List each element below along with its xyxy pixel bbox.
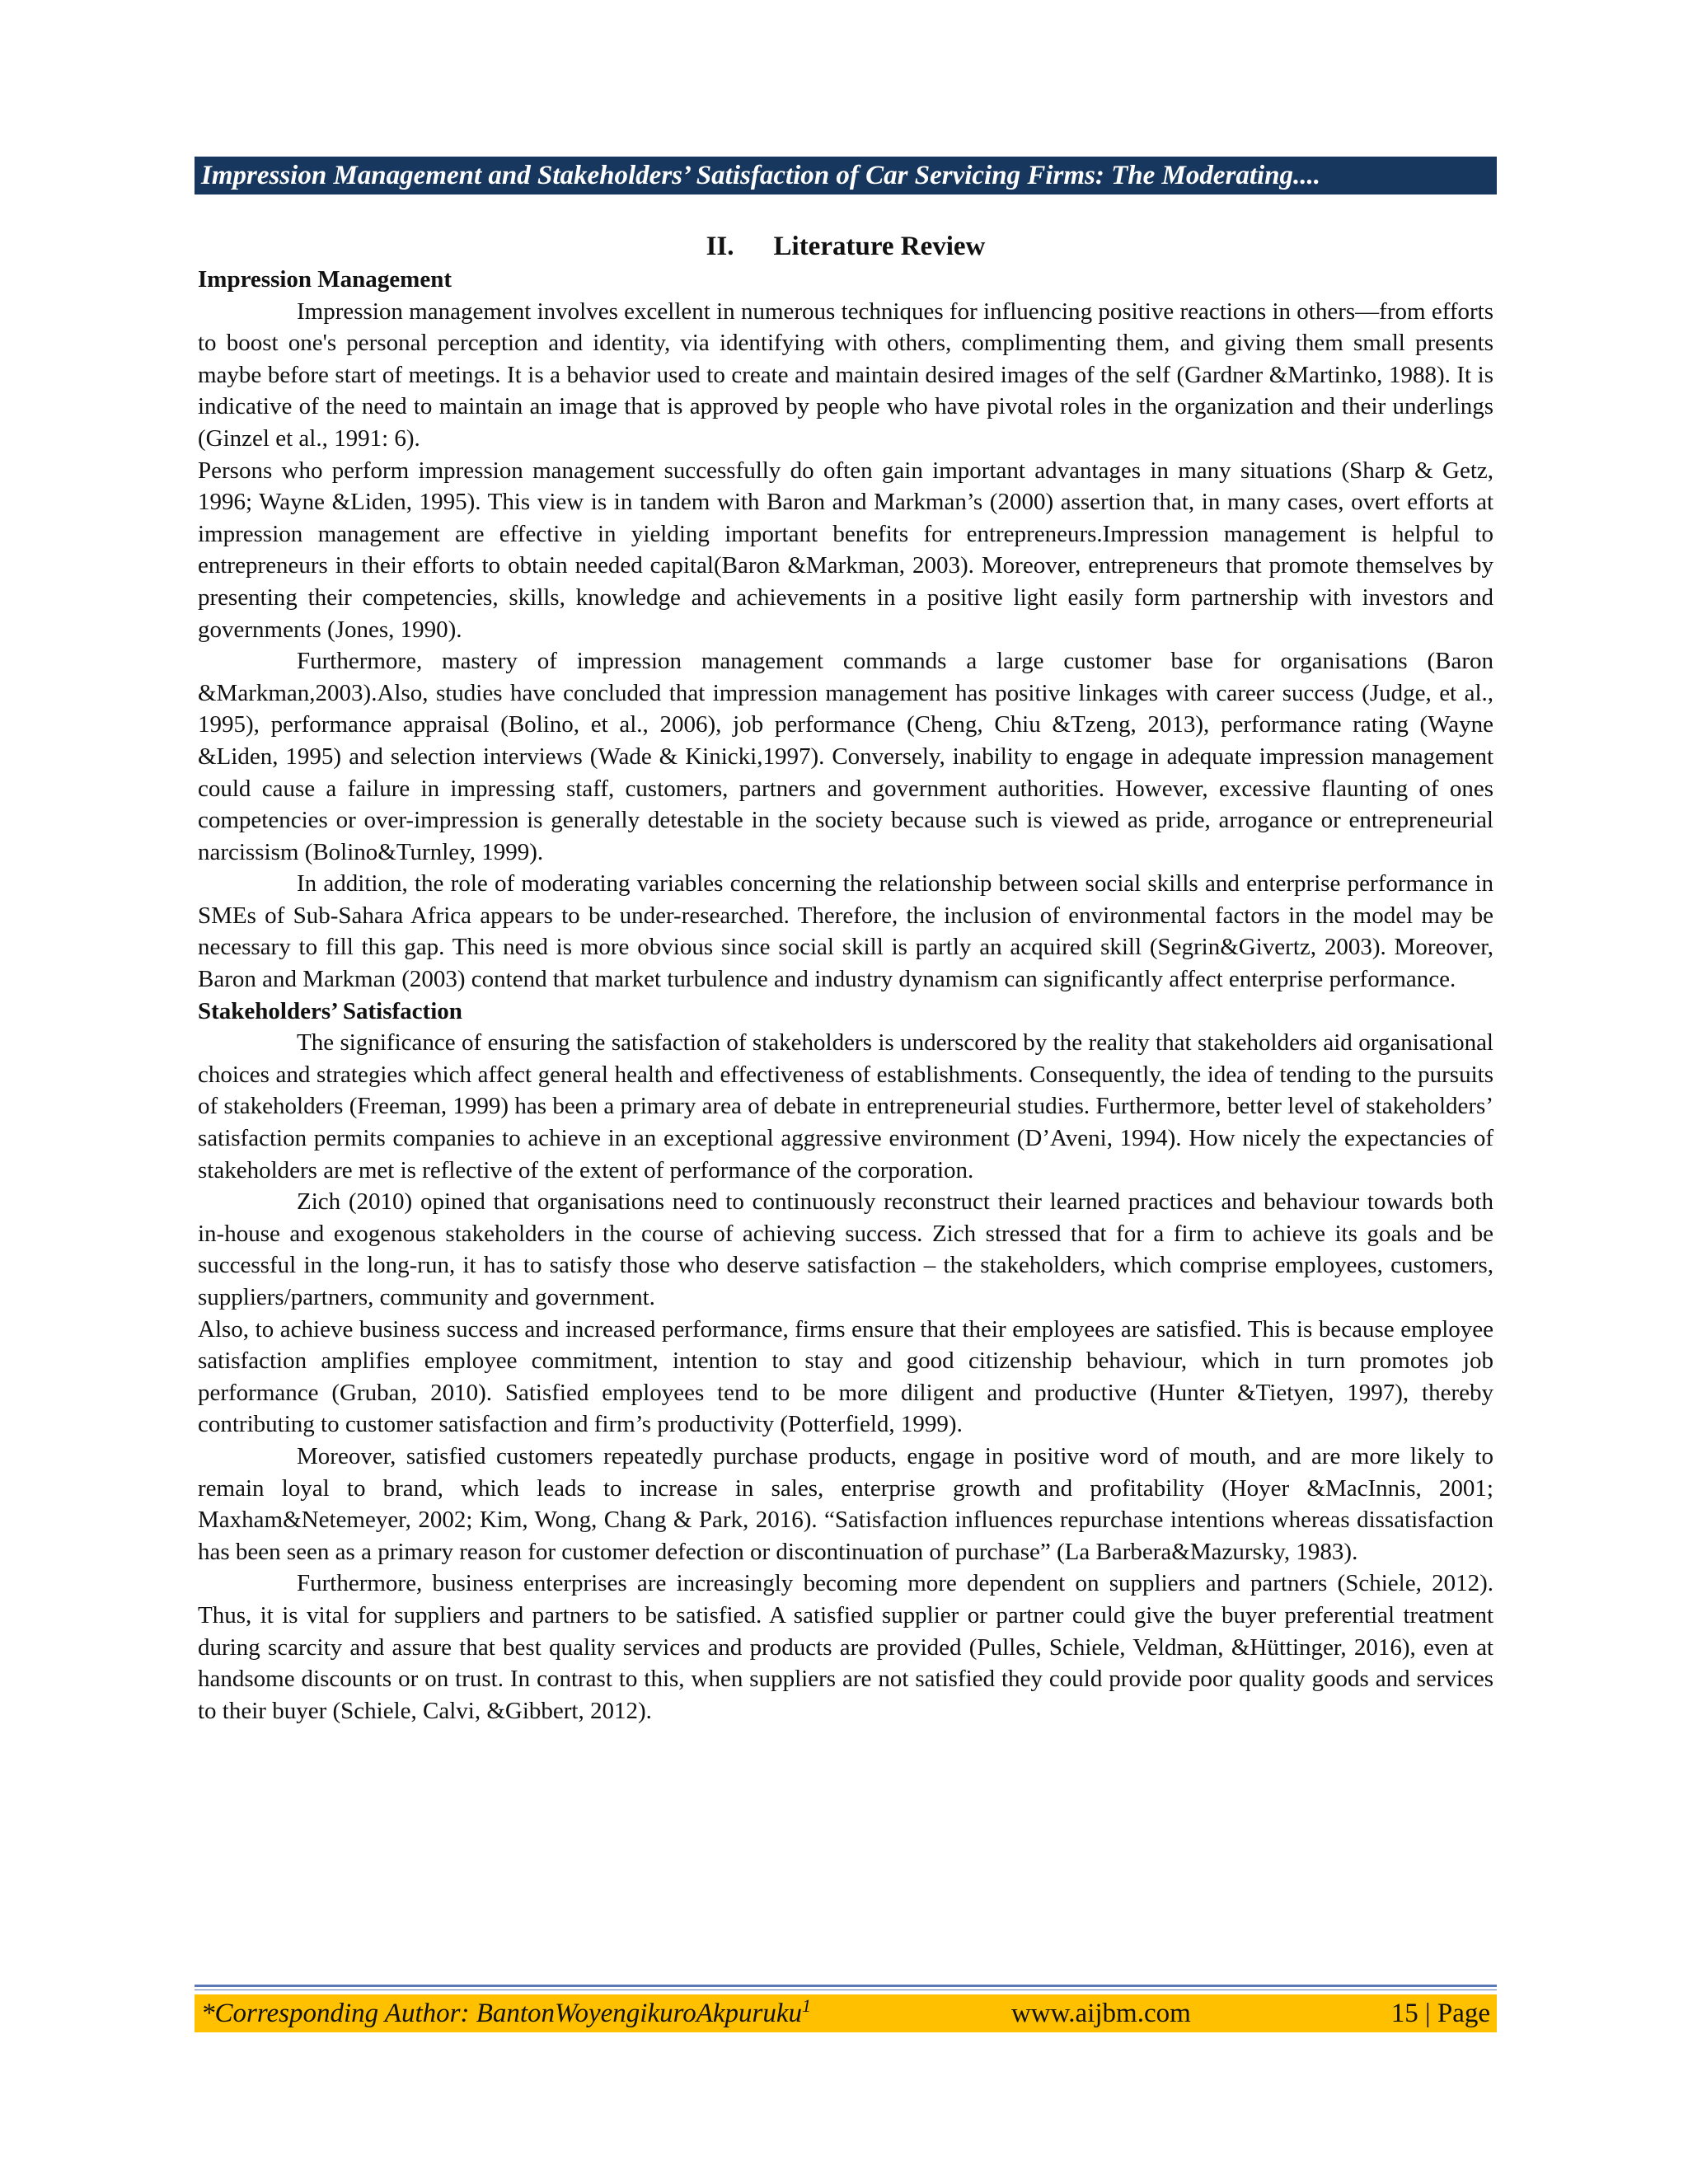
section-title: Literature Review: [773, 232, 986, 261]
section-heading: [195, 227, 1497, 265]
subsection-heading-impression-management: Impression Management: [198, 266, 452, 293]
paragraph: Moreover, satisfied customers repeatedly purchase products, engage in positive word of mouth, and are more likely to remain loyal to brand, which leads to increase in sales, enterprise growth and profitability (Hoyer &MacInnis, 2001; Maxham&Netemeyer, 2002; Kim, Wong, Chang & Park, 2016). “Satisfaction influences repurchase intentions whereas dissatisfaction has been seen as a primary reason for customer defection or discontinuation of purchase” (La Barbera&Mazursky, 1983).: [198, 1442, 1493, 1565]
running-header: [195, 157, 1497, 194]
journal-url[interactable]: www.aijbm.com: [1010, 1999, 1191, 2028]
footer-divider: [195, 1985, 1497, 1990]
section-number: II.: [706, 232, 734, 261]
paragraph: Zich (2010) opined that organisations need to continuously reconstruct their learned practices and behaviour towards both in-house and exogenous stakeholders in the course of achieving success. Zich stressed that for a firm to achieve its goals and be successful in the long-run, it has to satisfy those who deserve satisfaction – the stakeholders, which comprise employees, customers, suppliers/partners, community and government.: [198, 1188, 1493, 1310]
paragraph: Furthermore, mastery of impression management commands a large customer base for organisations (Baron &Markman,2003).Also, studies have concluded that impression management has positive linkages with career success (Judge, et al., 1995), performance appraisal (Bolino, et al., 2006), job performance (Cheng, Chiu &Tzeng, 2013), performance rating (Wayne &Liden, 1995) and selection interviews (Wade & Kinicki,1997). Conversely, inability to engage in adequate impression management could cause a failure in impressing staff, customers, partners and government authorities. However, excessive flaunting of ones competencies or over-impression is generally detestable in the society because such is viewed as pride, arrogance or entrepreneurial narcissism (Bolino&Turnley, 1999).: [198, 648, 1493, 865]
paragraph: In addition, the role of moderating variables concerning the relationship between social skills and enterprise performance in SMEs of Sub-Sahara Africa appears to be under-researched. Therefore, the inclusion of environmental factors in the model may be necessary to fill this gap. This need is more obvious since social skill is partly an acquired skill (Segrin&Givertz, 2003). Moreover, Baron and Markman (2003) contend that market turbulence and industry dynamism can significantly affect enterprise performance.: [198, 870, 1493, 993]
running-title: Impression Management and Stakeholders’ Satisfaction of Car Servicing Firms: The Moderating....: [201, 161, 1321, 190]
paragraph: The significance of ensuring the satisfaction of stakeholders is underscored by the reality that stakeholders aid organisational choices and strategies which affect general health and effectiveness of establishments. Consequently, the idea of tending to the pursuits of stakeholders (Freeman, 1999) has been a primary area of debate in entrepreneurial studies. Furthermore, better level of stakeholders’ satisfaction permits companies to achieve in an exceptional aggressive environment (D’Aveni, 1994). How nicely the expectancies of stakeholders are met is reflective of the extent of performance of the corporation.: [198, 1029, 1493, 1183]
article-body: [198, 264, 1493, 1727]
author-superscript: 1: [802, 1995, 811, 2016]
page-number: 15 | Page: [1390, 1999, 1490, 2028]
corresponding-author: [201, 1994, 811, 2032]
paragraph: Impression management involves excellent in numerous techniques for influencing positive reactions in others—from efforts to boost one's personal perception and identity, via identifying with others, complimenting them, and giving them small presents maybe before start of meetings. It is a behavior used to create and maintain desired images of the self (Gardner &Martinko, 1988). It is indicative of the need to maintain an image that is approved by people who have pivotal roles in the organization and their underlings (Ginzel et al., 1991: 6).: [198, 298, 1493, 452]
author-name: *Corresponding Author: BantonWoyengikuroAkpuruku: [201, 1999, 802, 2028]
paragraph: Also, to achieve business success and increased performance, firms ensure that their employees are satisfied. This is because employee satisfaction amplifies employee commitment, intention to stay and good citizenship behaviour, which in turn promotes job performance (Gruban, 2010). Satisfied employees tend to be more diligent and productive (Hunter &Tietyen, 1997), thereby contributing to customer satisfaction and firm’s productivity (Potterfield, 1999).: [198, 1315, 1493, 1438]
subsection-heading-stakeholders-satisfaction: Stakeholders’ Satisfaction: [198, 997, 462, 1024]
paragraph: Furthermore, business enterprises are increasingly becoming more dependent on suppliers and partners (Schiele, 2012). Thus, it is vital for suppliers and partners to be satisfied. A satisfied supplier or partner could give the buyer preferential treatment during scarcity and assure that best quality services and products are provided (Pulles, Schiele, Veldman, &Hüttinger, 2016), even at handsome discounts or on trust. In contrast to this, when suppliers are not satisfied they could provide poor quality goods and services to their buyer (Schiele, Calvi, &Gibbert, 2012).: [198, 1570, 1493, 1724]
page-footer: [195, 1994, 1497, 2032]
paragraph: Persons who perform impression management successfully do often gain important advantages in many situations (Sharp & Getz, 1996; Wayne &Liden, 1995). This view is in tandem with Baron and Markman’s (2000) assertion that, in many cases, overt efforts at impression management are effective in yielding important benefits for entrepreneurs.Impression management is helpful to entrepreneurs in their efforts to obtain needed capital(Baron &Markman, 2003). Moreover, entrepreneurs that promote themselves by presenting their competencies, skills, knowledge and achievements in a positive light easily form partnership with investors and governments (Jones, 1990).: [198, 457, 1493, 643]
